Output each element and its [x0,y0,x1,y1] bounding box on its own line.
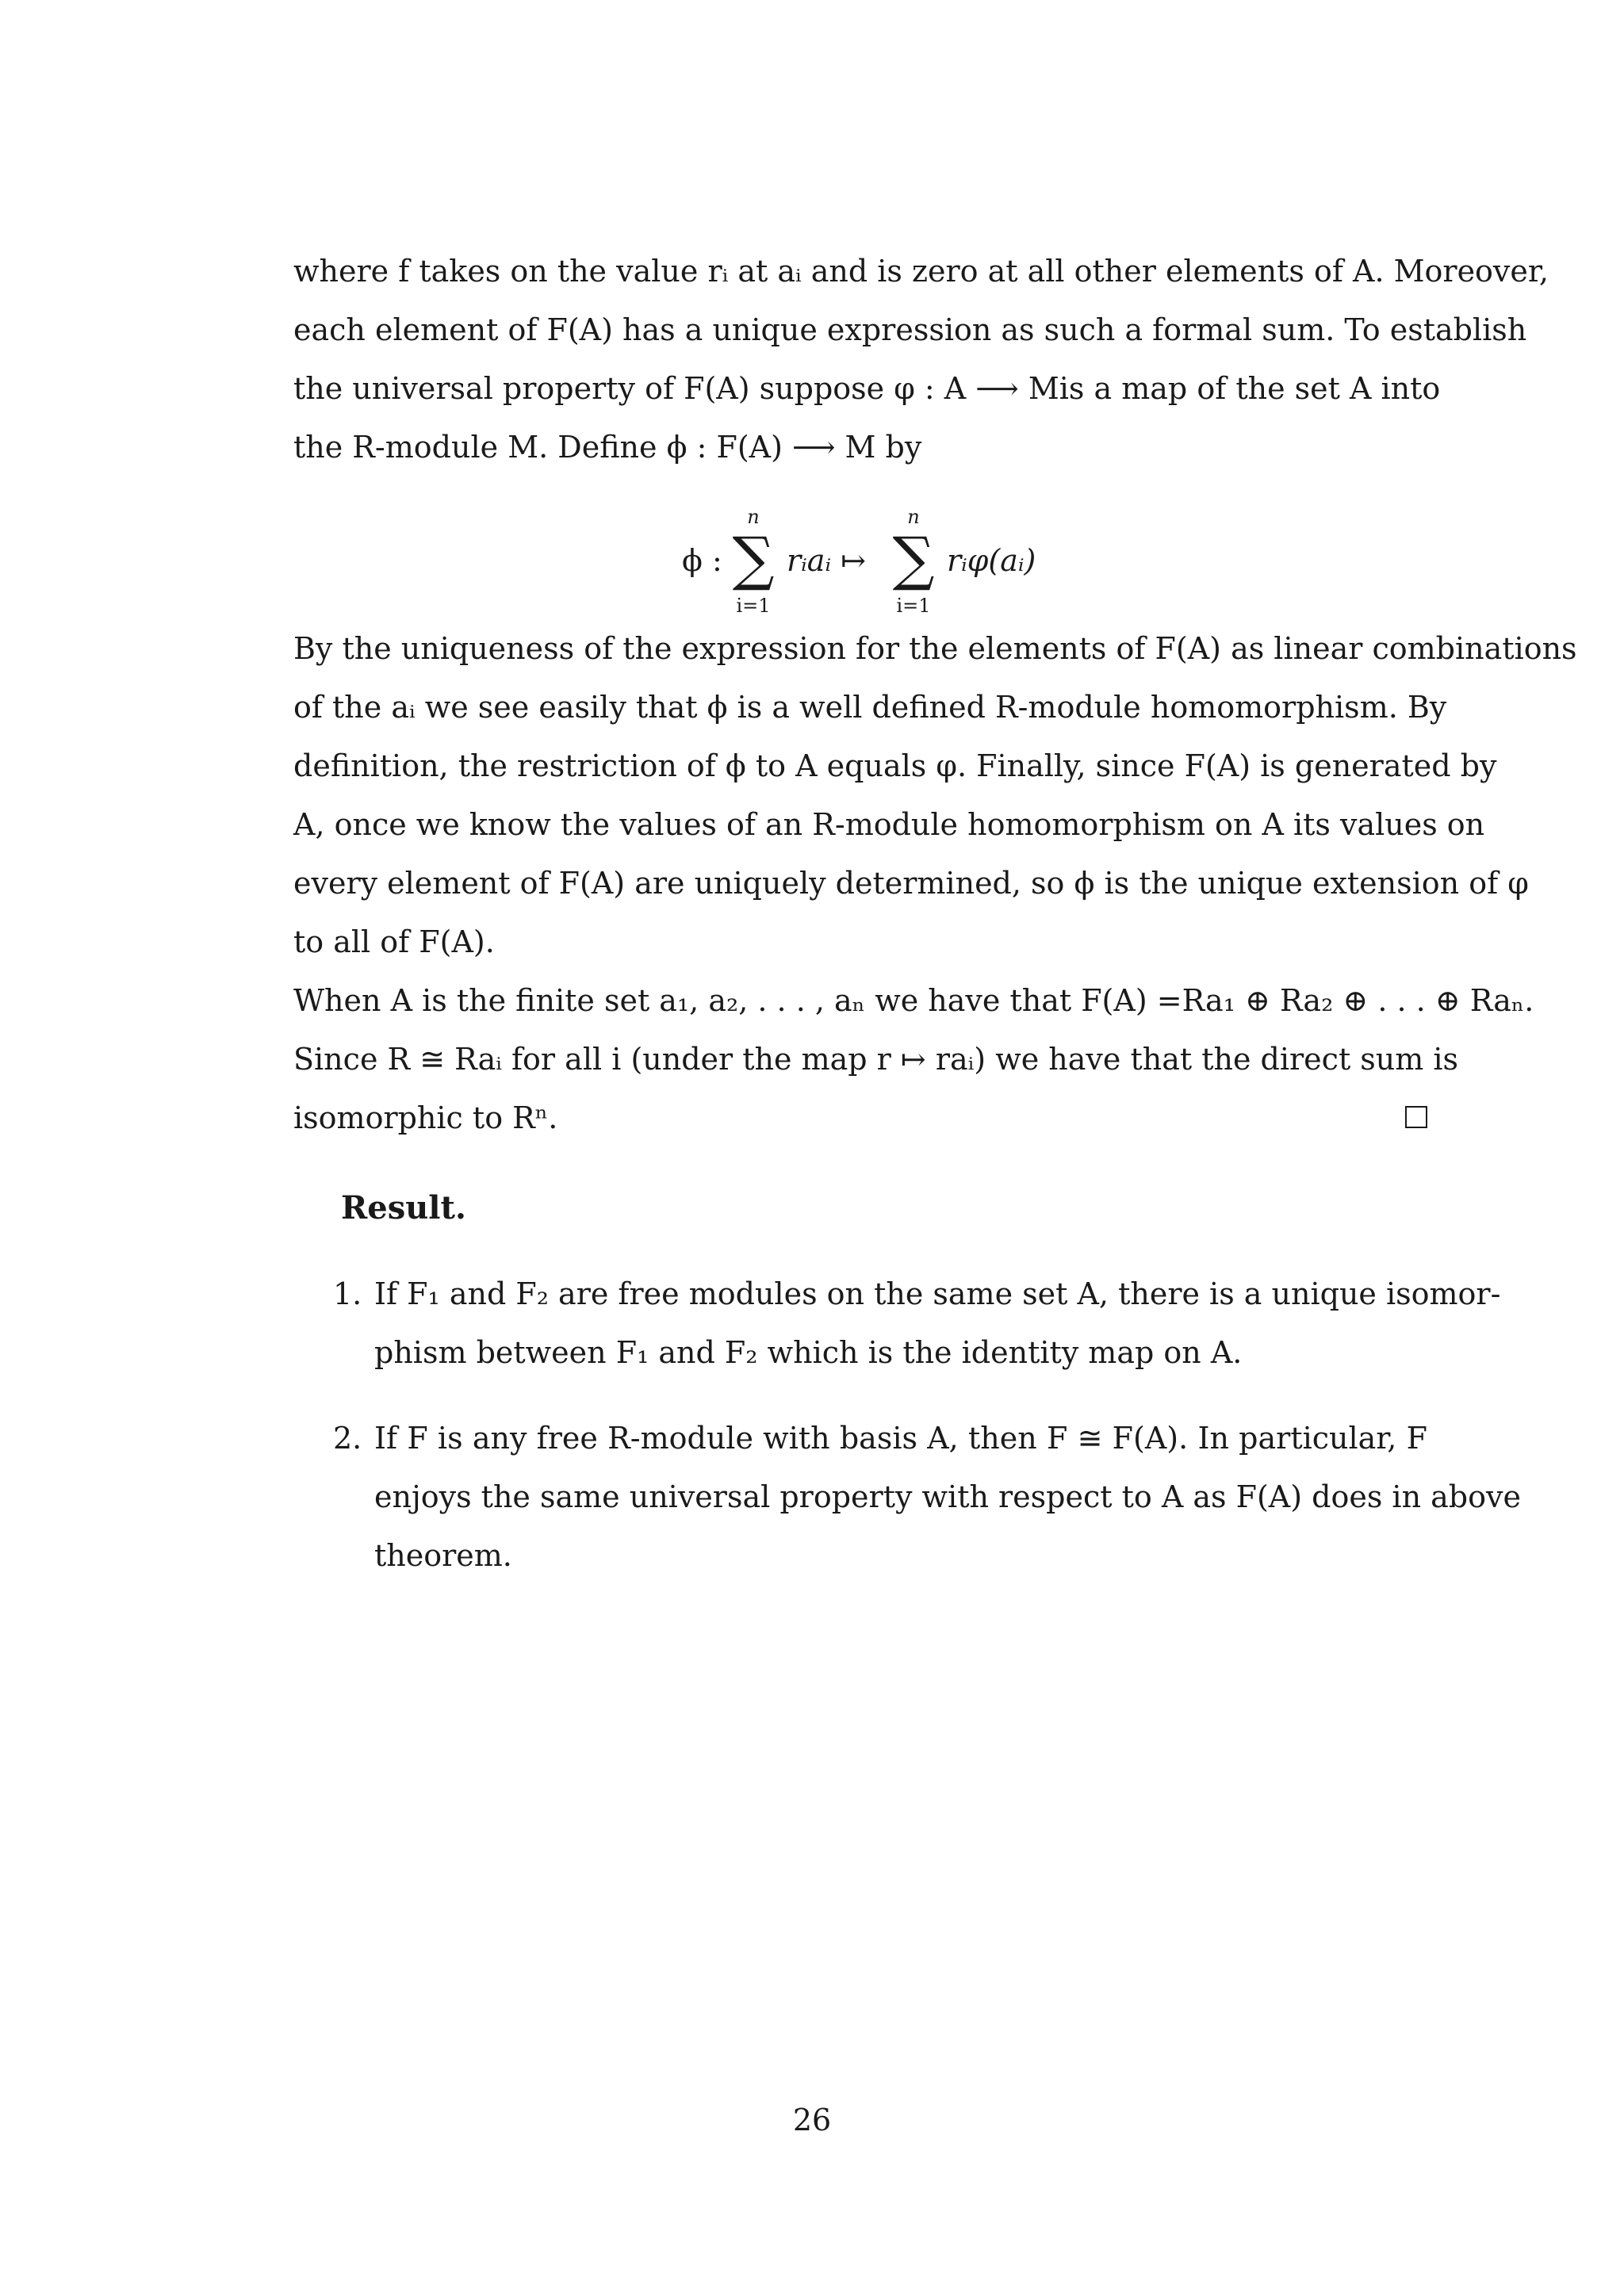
paragraph2-line5: every element of F(A) are uniquely determined, so ϕ is the unique extension of φ [293,866,1529,901]
paragraph1-line1: where f takes on the value rᵢ at aᵢ and is zero at all other elements of A. Moreover, [293,254,1549,289]
sum2-sigma: ∑ [892,525,935,593]
equation-term-right: rᵢφ(aᵢ) [947,543,1036,578]
paragraph1-line2: each element of F(A) has a unique expression as such a formal sum. To establish [293,312,1527,347]
paragraph2-line3: definition, the restriction of ϕ to A equals φ. Finally, since F(A) is generated by [293,748,1497,783]
result-item-2-number: 2. [333,1421,362,1456]
paragraph1-line4: the R-module M. Define ϕ : F(A) ⟶ M by [293,430,922,465]
paragraph2-line1: By the uniqueness of the expression for the elements of F(A) as linear combinations [293,631,1577,666]
equation-term-left: rᵢaᵢ ↦ [787,543,867,578]
sum2-lower-limit: i=1 [896,595,931,617]
paragraph3-line3: isomorphic to Rⁿ. [293,1100,558,1135]
paragraph3-line1: When A is the finite set a₁, a₂, . . . , aₙ we have that F(A) =Ra₁ ⊕ Ra₂ ⊕ . . . ⊕ Raₙ. [293,983,1534,1018]
result-item-2-line1: If F is any free R-module with basis A, then F ≅ F(A). In particular, F [374,1421,1427,1456]
sum1-lower-limit: i=1 [736,595,771,617]
paragraph2-line2: of the aᵢ we see easily that ϕ is a well defined R-module homomorphism. By [293,690,1447,725]
result-item-1-line2: phism between F₁ and F₂ which is the identity map on A. [374,1335,1243,1370]
equation-lhs: ϕ : [682,543,722,578]
result-item-2-line2: enjoys the same universal property with respect to A as F(A) does in above [374,1479,1521,1514]
qed-symbol [1405,1106,1427,1128]
sum1-sigma: ∑ [732,525,775,593]
result-item-2-line3: theorem. [374,1538,512,1573]
paragraph1-line3: the universal property of F(A) suppose φ : A ⟶ Mis a map of the set A into [293,371,1441,406]
paragraph3-line2: Since R ≅ Raᵢ for all i (under the map r ↦ raᵢ) we have that the direct sum is [293,1042,1459,1077]
result-item-1-number: 1. [333,1276,362,1311]
sum1-upper-limit: n [747,507,760,528]
paragraph2-line6: to all of F(A). [293,924,495,959]
page-number: 26 [792,2103,832,2137]
result-item-1-line1: If F₁ and F₂ are free modules on the same set A, there is a unique isomor- [374,1276,1501,1311]
result-heading: Result. [341,1189,466,1226]
sum2-upper-limit: n [907,507,920,528]
display-equation [0,507,1624,626]
paragraph2-line4: A, once we know the values of an R-module homomorphism on A its values on [293,807,1485,842]
